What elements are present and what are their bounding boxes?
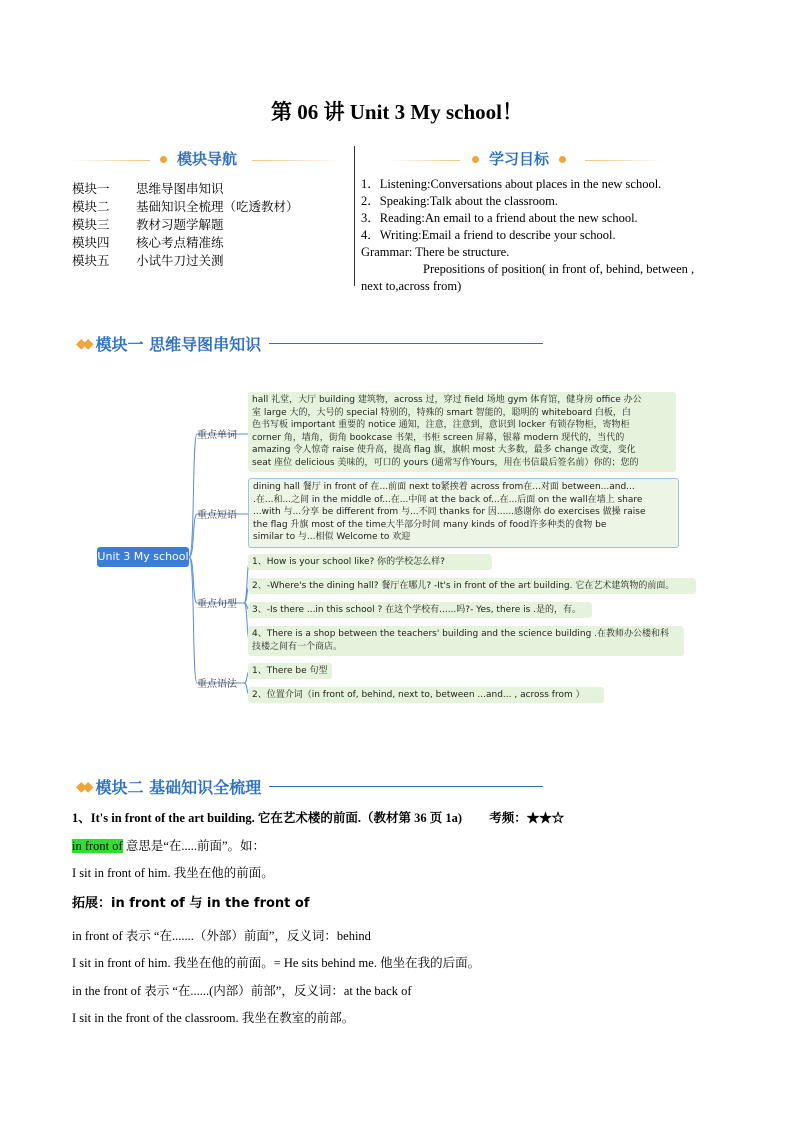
goal-line: Prepositions of position( in front of, behind, between , [423, 262, 695, 276]
nav-item[interactable]: 模块三 教材习题学解题 [72, 218, 224, 232]
page-title: 第 06 讲 Unit 3 My school！ [271, 100, 523, 124]
words-box: hall 礼堂，大厅 building 建筑物，across 过，穿过 field 场地 gym 体育馆，健身房 office 办公 室 large 大的，大号的 special 特别的，特殊的 smart 智能的，聪明的 whiteboard 白板，白 色书写板 important 重要的 notice 通知，注意，注意到，意识到 locker 有锁存物柜，寄物柜 corner 角，墙角，街角 bookcase 书架，书柜 screen 屏幕，银幕 modern 现代的，当代的 amazing 令人惊奇 raise 使升高，提高 flag 旗，旗帜 most 大多数，最多 change 改变，变化 seat 座位 delicious 美味的，可口的 yours (通常写作Yours，用在书信最后签名前）你的；您的 [248, 392, 676, 472]
goal-line: 1．Listening:Conversations about places in the new school. [361, 177, 662, 191]
item1-title: 1、It's in front of the art building. 它在艺术楼的前面.（教材第 36 页 1a) 考频：★★☆ [72, 811, 565, 825]
explanation-line: in the front of 表示 “在......(内部）前部”，反义词：at the back of [72, 984, 412, 998]
goal-line: next to,across from) [361, 279, 462, 293]
sentence-box: 4、There is a shop between the teachers' building and the science building .在教师办公楼和科 技楼之间有一个商店。 [248, 626, 684, 656]
example-line: I sit in front of him. 我坐在他的前面。= He sits behind me. 他坐在我的后面。 [72, 956, 481, 970]
sentence-box: 1、How is your school like? 你的学校怎么样? [248, 554, 492, 570]
sentence-box: 3、-Is there ...in this school ? 在这个学校有......吗?- Yes, there is .是的，有。 [248, 602, 592, 618]
goal-line: 3．Reading:An email to a friend about the new school. [361, 211, 638, 225]
nav-item[interactable]: 模块一 思维导图串知识 [72, 182, 224, 196]
module2-heading: ◆◆ 模块二 基础知识全梳理 [76, 775, 543, 798]
diamond-icon: ◆◆ [76, 778, 90, 795]
branch-sentences[interactable]: 重点句型 [197, 599, 237, 610]
sentence-box: 2、-Where's the dining hall? 餐厅在哪儿? -It's in front of the art building. 它在艺术建筑物的前面。 [248, 578, 696, 594]
example-line: I sit in front of him. 我坐在他的前面。 [72, 866, 274, 880]
module1-heading: ◆◆ 模块一 思维导图串知识 [76, 332, 543, 355]
branch-phrases[interactable]: 重点短语 [197, 510, 237, 521]
nav-heading: 模块导航 [150, 148, 237, 169]
branch-grammar[interactable]: 重点语法 [197, 679, 237, 690]
diamond-icon: ◆◆ [76, 335, 90, 352]
branch-words[interactable]: 重点单词 [197, 430, 237, 441]
mindmap-root[interactable]: Unit 3 My school [97, 547, 189, 567]
nav-item[interactable]: 模块四 核心考点精准练 [72, 236, 224, 250]
phrases-box: dining hall 餐厅 in front of 在...前面 next to紧挨着 across from在...对面 between...and... .在...和...之间 in the middle of...在...中间 at the back of...在...后面 on the wall在墙上 share ...with 与...分享 be different from 与...不同 thanks for 因......感谢你 do exercises 做操 raise the flag 升旗 most of the time大半部分时间 many kinds of food许多种类的食物 be similar to 与...相似 Welcome to 欢迎 [248, 478, 679, 548]
divider [269, 786, 543, 787]
meaning-line: in front of 意思是“在.....前面”。如： [72, 839, 266, 853]
goal-line: Grammar: There be structure. [361, 245, 510, 259]
rating-stars: ★★☆ [526, 811, 565, 825]
nav-item[interactable]: 模块二 基础知识全梳理（吃透教材） [72, 200, 299, 214]
explanation-line: in front of 表示 “在.......（外部）前面”，反义词：behind [72, 929, 371, 943]
goal-line: 4．Writing:Email a friend to describe your school. [361, 228, 616, 242]
extension-line: 拓展：in front of 与 in the front of [72, 896, 310, 911]
grammar-box: 1、There be 句型 [248, 663, 332, 679]
goal-line: 2．Speaking:Talk about the classroom. [361, 194, 559, 208]
example-line: I sit in the front of the classroom. 我坐在教室的前部。 [72, 1011, 355, 1025]
nav-item[interactable]: 模块五 小试牛刀过关测 [72, 254, 224, 268]
goals-heading: 学习目标 [462, 148, 576, 169]
grammar-box: 2、位置介词（in front of, behind, next to, between ...and... , across from ） [248, 687, 604, 703]
highlighted-phrase: in front of [72, 839, 123, 853]
